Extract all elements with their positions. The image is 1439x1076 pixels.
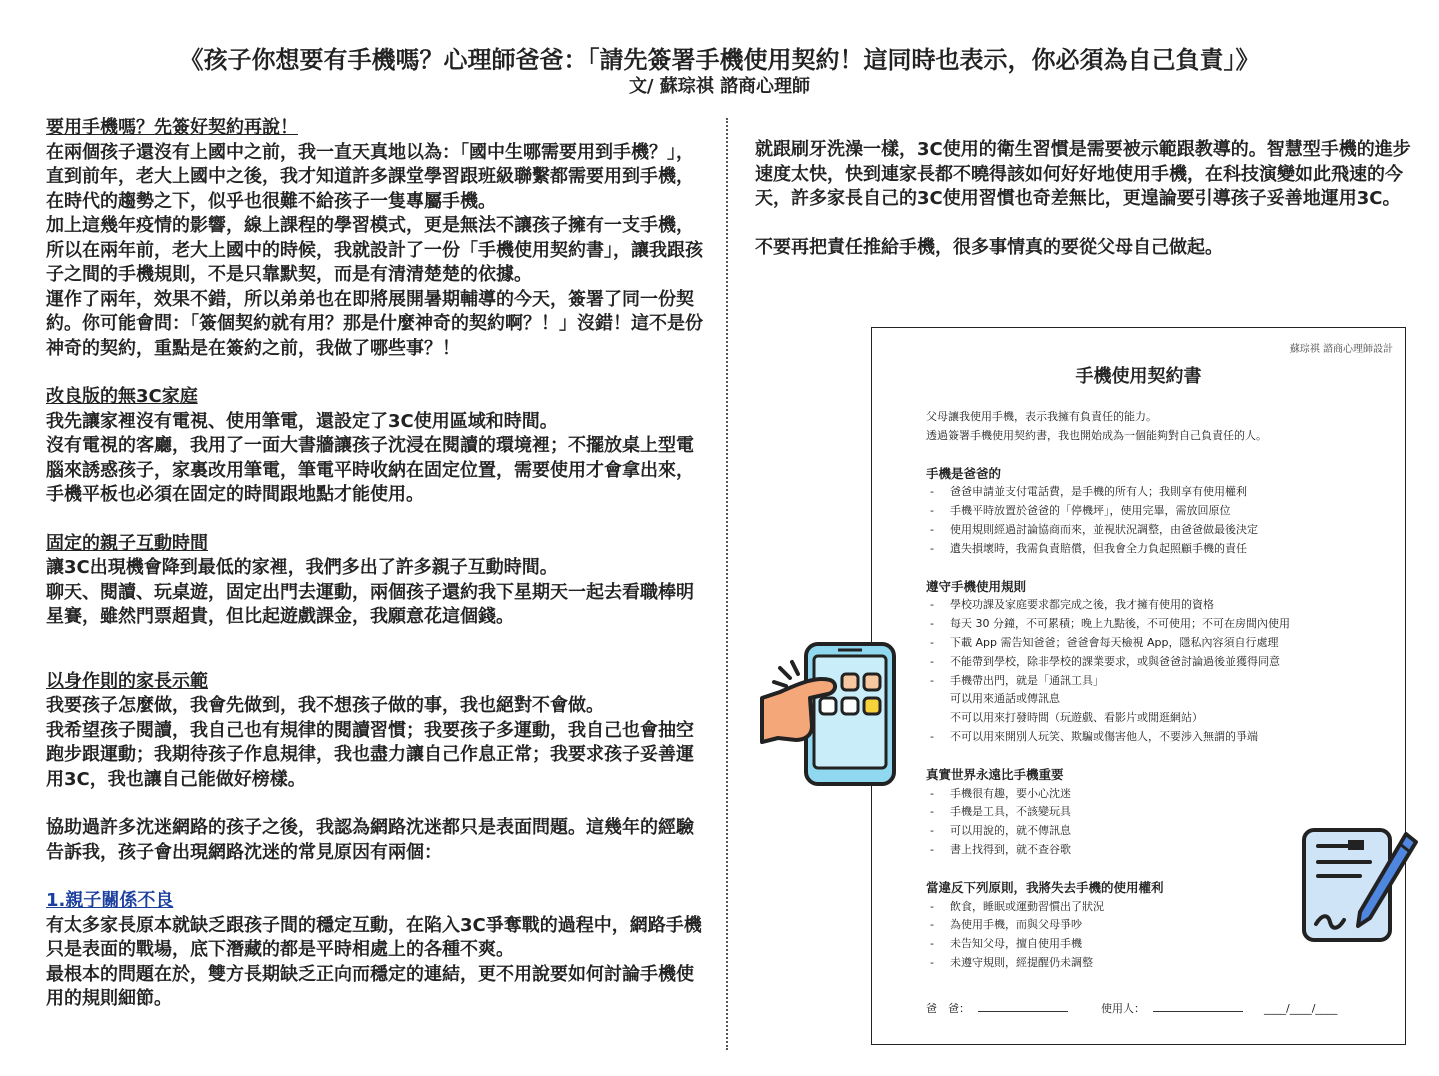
contract-section-heading: 真實世界永遠比手機重要 — [926, 766, 1064, 782]
contract-pen-icon — [1300, 826, 1422, 944]
contract-item: - 遺失損壞時，我需負責賠償，但我會全力負起照顧手機的責任 — [926, 540, 1386, 559]
paragraph: 我先讓家裡沒有電視、使用筆電，還設定了3C使用區域和時間。 — [46, 410, 558, 432]
section-heading: 改良版的無3C家庭 — [46, 386, 198, 407]
article-byline: 文/ 蘇琮祺 諮商心理師 — [628, 76, 811, 97]
contract-item: - 每天 30 分鐘，不可累積；晚上九點後，不可使用；不可在房間內使用 — [926, 615, 1386, 634]
contract-subitem: 不可以用來打發時間（玩遊戲、看影片或閒逛網站） — [950, 711, 1203, 725]
contract-item: - 不可以用來開別人玩笑、欺騙或傷害他人，不要涉入無謂的爭端 — [926, 728, 1386, 747]
paragraph: 讓3C出現機會降到最低的家裡，我們多出了許多親子互動時間。 — [46, 557, 558, 578]
paragraph: 最根本的問題在於，雙方長期缺乏正向而穩定的連結，更不用說要如何討論手機使用的規則細節。 — [46, 963, 694, 1009]
contract-section-heading: 手機是爸爸的 — [926, 465, 1002, 481]
contract-item: - 不能帶到學校，除非學校的課業要求，或與爸爸討論過後並獲得同意 — [926, 653, 1386, 672]
contract-item: - 可以用說的，就不傳訊息 — [926, 822, 1386, 841]
phone-hand-icon — [758, 640, 900, 788]
left-column — [46, 116, 706, 1012]
section-heading: 1.親子關係不良 — [46, 890, 174, 911]
user-signature-label: 使用人： — [1101, 1002, 1145, 1015]
contract-item: - 飲食，睡眠或運動習慣出了狀況 — [926, 898, 1386, 917]
right-column — [755, 138, 1415, 260]
contract-intro: 透過簽署手機使用契約書，我也開始成為一個能夠對自己負責任的人。 — [926, 428, 1267, 442]
contract-item: - 手機很有趣，要小心沈迷 — [926, 785, 1386, 804]
father-signature-label: 爸 爸： — [926, 1002, 970, 1015]
paragraph: 我希望孩子閱讀，我自己也有規律的閱讀習慣；我要孩子多運動，我自己也會抽空跑步跟運動；我期待孩子作息規律，我也盡力讓自己作息正常；我要求孩子妥善運用3C，我也讓自己能做好榜樣。 — [46, 719, 694, 790]
contract-item: - 使用規則經過討論協商而來，並視狀況調整，由爸爸做最後決定 — [926, 521, 1386, 540]
section-heading: 要用手機嗎？先簽好契約再說！ — [46, 117, 298, 138]
paragraph: 不要再把責任推給手機，很多事情真的要從父母自己做起。 — [755, 236, 1223, 258]
contract-item: - 手機平時放置於爸爸的「停機坪」，使用完畢，需放回原位 — [926, 502, 1386, 521]
contract-item: - 手機是工具，不該變玩具 — [926, 803, 1386, 822]
contract-item: - 未告知父母，擅自使用手機 — [926, 935, 1386, 954]
paragraph: 有太多家長原本就缺乏跟孩子間的穩定互動，在陷入3C爭奪戰的過程中，網路手機只是表面的戰場，底下潛藏的都是平時相處上的各種不爽。 — [46, 914, 702, 960]
contract-title: 手機使用契約書 — [1075, 366, 1202, 387]
paragraph: 加上這幾年疫情的影響，線上課程的學習模式，更是無法不讓孩子擁有一支手機，所以在兩年前，老大上國中的時候，我就設計了一份「手機使用契約書」，讓我跟孩子之間的手機規則，不是只靠默契，而是有清清楚楚的依據。 — [46, 215, 703, 285]
column-divider — [726, 118, 728, 1050]
contract-section-heading: 遵守手機使用規則 — [926, 578, 1027, 594]
contract-item: - 為使用手機，而與父母爭吵 — [926, 916, 1386, 935]
contract-item: - 下載 App 需告知爸爸；爸爸會每天檢視 App，隱私內容須自行處理 — [926, 634, 1386, 653]
contract-intro: 父母讓我使用手機，表示我擁有負責任的能力。 — [926, 410, 1157, 423]
contract-item: - 手機帶出門，就是「通訊工具」 — [926, 672, 1386, 691]
contract-designer: 蘇琮祺 諮商心理師設計 — [1289, 344, 1393, 355]
paragraph: 沒有電視的客廳，我用了一面大書牆讓孩子沈浸在閱讀的環境裡；不擺放桌上型電腦來誘惑孩子，家裏改用筆電，筆電平時收納在固定位置，需要使用才會拿出來，手機平板也必須在固定的時間跟地點才能使用。 — [46, 435, 694, 505]
contract-item: - 書上找得到，就不查谷歌 — [926, 841, 1386, 860]
contract-item: - 爸爸申請並支付電話費，是手機的所有人；我則享有使用權利 — [926, 483, 1386, 502]
section-heading: 以身作則的家長示範 — [46, 670, 208, 692]
contract-section-heading: 當違反下列原則，我將失去手機的使用權利 — [926, 879, 1164, 895]
paragraph: 在兩個孩子還沒有上國中之前，我一直天真地以為：「國中生哪需要用到手機？」，直到前年，老大上國中之後，我才知道許多課堂學習跟班級聯繫都需要用到手機，在時代的趨勢之下，似乎也很難不給孩子一隻專屬手機。 — [46, 141, 694, 212]
paragraph: 運作了兩年，效果不錯，所以弟弟也在即將展開暑期輔導的今天，簽署了同一份契約。你可能會問：「簽個契約就有用？那是什麼神奇的契約啊？！」沒錯！這不是份神奇的契約，重點是在簽約之前，我做了哪些事？！ — [46, 288, 703, 359]
signature-line — [926, 1000, 1337, 1016]
contract-subitem: 可以用來通話或傳訊息 — [950, 692, 1060, 706]
contract-item: - 未遵守規則，經提醒仍未調整 — [926, 954, 1386, 973]
section-heading: 固定的親子互動時間 — [46, 532, 208, 554]
paragraph: 協助過許多沈迷網路的孩子之後，我認為網路沈迷都只是表面問題。這幾年的經驗告訴我，孩子會出現網路沈迷的常見原因有兩個： — [46, 817, 694, 863]
date-blank: ____/____/____ — [1264, 1002, 1338, 1015]
paragraph: 聊天、閱讀、玩桌遊，固定出門去運動，兩個孩子還約我下星期天一起去看職棒明星賽，雖然門票超貴，但比起遊戲課金，我願意花這個錢。 — [46, 581, 694, 627]
contract-item: - 學校功課及家庭要求都完成之後，我才擁有使用的資格 — [926, 596, 1386, 615]
article-title: 《孩子你想要有手機嗎？心理師爸爸：「請先簽署手機使用契約！這同時也表示，你必須為自己負責」》 — [179, 46, 1260, 74]
paragraph: 就跟刷牙洗澡一樣，3C使用的衛生習慣是需要被示範跟教導的。智慧型手機的進步速度太快，快到連家長都不曉得該如何好好地使用手機，在科技演變如此飛速的今天，許多家長自己的3C使用習慣也奇差無比，更遑論要引導孩子妥善地運用3C。 — [755, 139, 1411, 209]
paragraph: 我要孩子怎麼做，我會先做到，我不想孩子做的事，我也絕對不會做。 — [46, 695, 604, 716]
